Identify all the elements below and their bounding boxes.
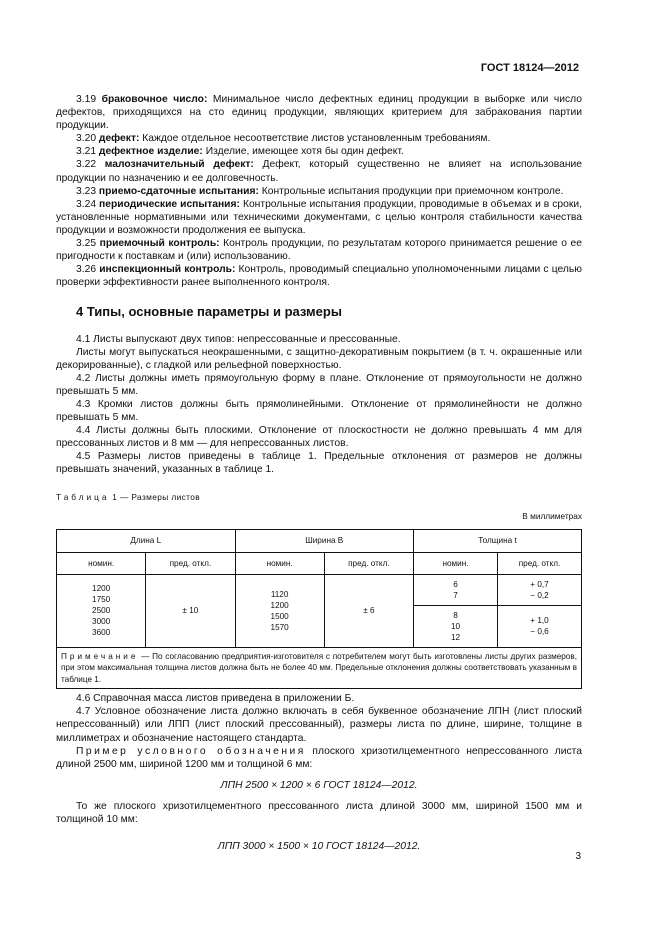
definition-3-23: 3.23 приемо-сдаточные испытания: Контрольные испытания продукции при приемочном контроле.	[76, 185, 564, 197]
page-content	[56, 93, 582, 853]
header-length: Длина L	[57, 529, 236, 552]
thickness-value: 10	[450, 621, 461, 631]
document-code: ГОСТ 18124—2012	[480, 62, 579, 74]
example-paragraph: Пример условного обозначения плоского хризотилцементного непрессованного листа длиной 2500 мм, шириной 1200 мм и толщиной 6 мм:	[56, 745, 582, 770]
thickness-group2-cell	[414, 605, 498, 647]
thickness-value: 6	[453, 579, 458, 589]
width-value: 1570	[270, 622, 289, 632]
paragraph-same-pressed: То же плоского хризотилцементного прессованного листа длиной 3000 мм, шириной 1500 мм и толщиной 10 мм:	[56, 800, 582, 825]
length-deviation-cell: ± 10	[146, 574, 235, 647]
length-value: 2500	[92, 606, 111, 616]
length-value: 1200	[92, 584, 111, 594]
width-value: 1200	[270, 600, 289, 610]
definition-3-24: 3.24 периодические испытания: Контрольные испытания продукции, проводимые в объемах и в сроки, установленные нормативными или техническими документами, с целью контроля стабильности качества продукции и возможности продолжения ее выпуска.	[56, 198, 582, 236]
paragraph-4-1: 4.1 Листы выпускают двух типов: непрессованные и прессованные.	[76, 333, 401, 345]
width-deviation-cell: ± 6	[324, 574, 413, 647]
dimensions-table	[56, 529, 582, 690]
subheader-nominal: номин.	[414, 552, 498, 574]
header-width: Ширина B	[235, 529, 414, 552]
thickness-deviation: − 0,2	[530, 590, 549, 600]
thickness-value: 12	[450, 632, 461, 642]
length-value: 3000	[92, 617, 111, 627]
header-thickness: Толщина t	[414, 529, 582, 552]
subheader-deviation: пред. откл.	[146, 552, 235, 574]
paragraph-4-6: 4.6 Справочная масса листов приведена в приложении Б.	[76, 693, 355, 705]
subheader-deviation: пред. откл.	[498, 552, 582, 574]
definition-3-25: 3.25 приемочный контроль: Контроль продукции, по результатам которого принимается решение о ее пригодности к поставкам и (или) использованию.	[56, 238, 582, 263]
thickness-deviation: + 0,7	[530, 579, 549, 589]
definition-3-20: 3.20 дефект: Каждое отдельное несоответствие листов установленным требованиям.	[76, 133, 491, 145]
subheader-deviation: пред. откл.	[324, 552, 413, 574]
thickness-deviation: − 0,6	[530, 627, 549, 637]
length-value: 1750	[92, 595, 111, 605]
formula-lpp: ЛПП 3000 × 1500 × 10 ГОСТ 18124—2012.	[217, 841, 421, 853]
paragraph-4-1-b: Листы могут выпускаться неокрашенными, с защитно-декоративным покрытием (в т. ч. окрашенные или декорированные), с гладкой или рельефной поверхностью.	[56, 346, 582, 371]
table-caption: Таблица 1 — Размеры листов	[56, 491, 201, 502]
width-value: 1500	[270, 611, 289, 621]
definition-3-21: 3.21 дефектное изделие: Изделие, имеющее хотя бы один дефект.	[76, 146, 404, 158]
thickness-value: 8	[453, 610, 458, 620]
definition-3-19: 3.19 браковочное число: Минимальное число дефектных единиц продукции в выборке или число дефектов, приходящихся на сто единиц продукции, являющих критерием для забракования партии продукции.	[56, 94, 582, 132]
paragraph-4-3: 4.3 Кромки листов должны быть прямолинейными. Отклонение от прямолинейности не должно превышать 5 мм.	[56, 398, 582, 424]
table-unit: В миллиметрах	[522, 510, 582, 521]
formula-lpn: ЛПН 2500 × 1200 × 6 ГОСТ 18124—2012.	[220, 779, 418, 791]
thickness-deviation: + 1,0	[530, 616, 549, 626]
thickness-value: 7	[453, 590, 458, 600]
thickness-group1-deviation-cell	[498, 574, 582, 605]
subheader-nominal: номин.	[57, 552, 146, 574]
length-values-cell	[57, 574, 146, 647]
page-number: 3	[575, 851, 581, 862]
width-values-cell	[235, 574, 324, 647]
subheader-nominal: номин.	[235, 552, 324, 574]
paragraph-4-4: 4.4 Листы должны быть плоскими. Отклонение от плоскостности не должно превышать 4 мм для прессованных листов и 8 мм — для непрессованных листов.	[56, 425, 582, 450]
width-value: 1120	[270, 589, 289, 599]
table-note: Примечание — По согласованию предприятия-изготовителя с потребителем могут быть изготовлены листы других размеров, при этом максимальная толщина листов должна быть не более 40 мм. Предельные отклонения должны соответствовать указанным в таблице 1.	[57, 647, 582, 689]
section-4-heading: 4 Типы, основные параметры и размеры	[76, 304, 342, 320]
paragraph-4-5: 4.5 Размеры листов приведены в таблице 1. Предельные отклонения от размеров не должны превышать значений, указанных в таблице 1.	[56, 451, 582, 476]
definition-3-26: 3.26 инспекционный контроль: Контроль, проводимый специально уполномоченными лицами с целью проверки эффективности ранее выполненного контроля.	[56, 264, 582, 289]
definition-3-22: 3.22 малозначительный дефект: Дефект, который существенно не влияет на использование продукции по назначению и ее долговечность.	[56, 159, 582, 184]
thickness-group1-cell	[414, 574, 498, 605]
thickness-group2-deviation-cell	[498, 605, 582, 647]
paragraph-4-7: 4.7 Условное обозначение листа должно включать в себя буквенное обозначение ЛПН (лист плоский непрессованный) или ЛПП (лист плоский прессованный), размеры листа по длине, ширине, толщине в миллиметрах и обозначение настоящего стандарта.	[56, 706, 582, 744]
length-value: 3600	[92, 628, 111, 638]
paragraph-4-2: 4.2 Листы должны иметь прямоугольную форму в плане. Отклонение от прямоугольности не должно превышать 5 мм.	[56, 372, 582, 397]
